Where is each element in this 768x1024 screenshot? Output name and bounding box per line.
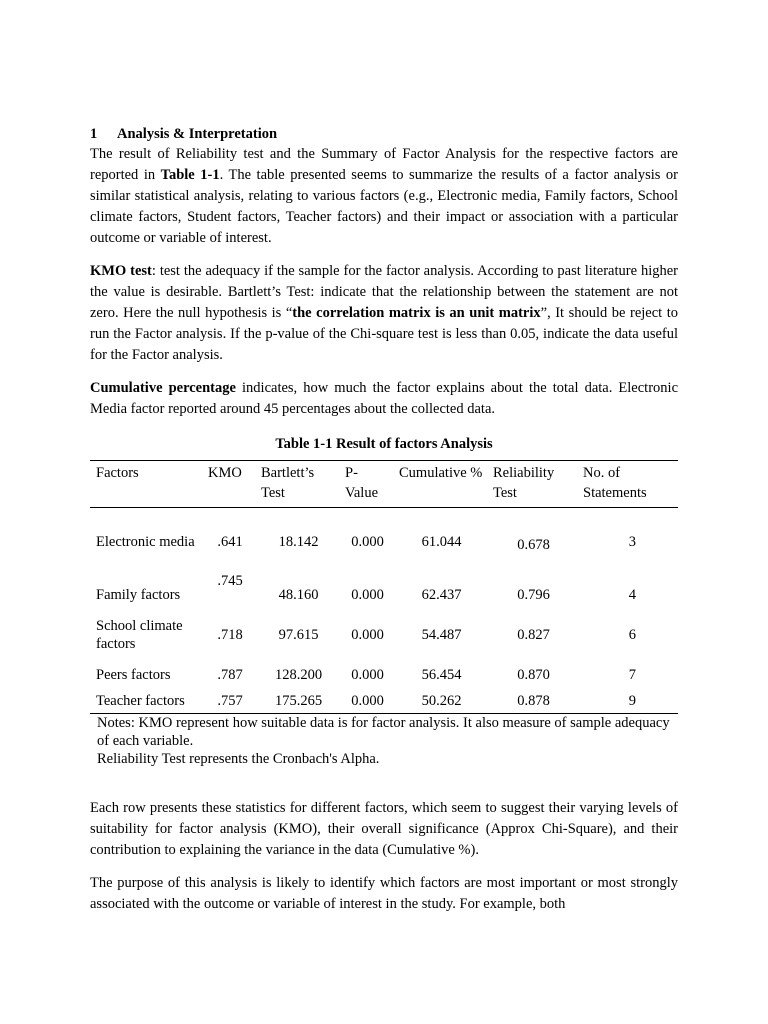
cell-pvalue: 0.000 — [351, 626, 384, 643]
paragraph-rows: Each row presents these statistics for different factors, which seem to suggest their varying levels of suitability for factor analysis (KMO), their overall significance (Approx Chi-Square), and their contribution to explaining the variance in the data (Cumulative %). — [90, 800, 678, 858]
paragraph-kmo: KMO test: test the adequacy if the sample for the factor analysis. According to past literature higher the value is desirable. Bartlett’s Test: indicate that the relationship between the statement are not zero. Here the null hypothesis is “the correlation matrix is an unit matrix”, It should be reject to run the Factor analysis. If the p-value of the Chi-square test is less than 0.05, indicate the data useful for the Factor analysis. — [90, 263, 678, 363]
cell-cumulative: 61.044 — [421, 533, 462, 550]
table-note: Notes: KMO represent how suitable data is for factor analysis. It also measure of sample adequacy of each variable. — [97, 715, 670, 749]
cell-statements: 3 — [628, 533, 636, 550]
section-title: Analysis & Interpretation — [117, 126, 278, 142]
cell-factor: Family factors — [96, 586, 181, 603]
paragraph-intro: The result of Reliability test and the Summary of Factor Analysis for the respective factors are reported in Table 1-1. The table presented seems to summarize the results of a factor analysis or similar statistical analysis, relating to various factors (e.g., Electronic media, Family factors, School climate factors, Student factors, Teacher factors) and their impact or association with a particular outcome or variable of interest. — [90, 146, 678, 246]
header-pvalue: P-Value — [339, 461, 393, 508]
header-cumulative: Cumulative % — [393, 461, 487, 508]
cell-pvalue: 0.000 — [351, 666, 384, 683]
table-row — [90, 508, 678, 566]
table-reference: Table 1-1 — [160, 167, 220, 183]
table-row — [90, 610, 678, 660]
header-reliability: Reliability Test — [487, 461, 577, 508]
cell-cumulative: 54.487 — [421, 626, 462, 643]
factors-table — [90, 460, 678, 714]
cell-reliability: 0.827 — [517, 626, 550, 643]
paragraph-purpose: The purpose of this analysis is likely to identify which factors are most important or most strongly associated with the outcome or variable of interest in the study. For example, both — [90, 875, 678, 912]
cell-statements: 9 — [577, 690, 678, 714]
cell-kmo: .787 — [217, 666, 243, 683]
cell-factor: Peers factors — [96, 666, 171, 683]
table-row — [90, 660, 678, 690]
table-notes — [90, 714, 678, 768]
cell-kmo: .641 — [217, 533, 243, 550]
cell-statements: 4 — [628, 586, 636, 603]
cell-bartlett: 128.200 — [274, 666, 323, 683]
cell-reliability: 0.796 — [517, 586, 550, 603]
cell-kmo: .757 — [202, 690, 255, 714]
section-number: 1 — [90, 126, 98, 142]
cell-kmo: .745 — [217, 572, 243, 589]
cell-factor: Electronic media — [96, 533, 195, 550]
paragraph-cumulative: Cumulative percentage indicates, how much the factor explains about the total data. Electronic Media factor reported around 45 percentages about the collected data. — [90, 380, 678, 417]
cell-pvalue: 0.000 — [351, 533, 384, 550]
cell-bartlett: 97.615 — [278, 626, 319, 643]
table-row — [90, 690, 678, 714]
cell-cumulative: 50.262 — [393, 690, 487, 714]
header-kmo: KMO — [202, 461, 255, 508]
cell-pvalue: 0.000 — [351, 586, 384, 603]
document-page — [90, 124, 678, 915]
header-bartlett: Bartlett’s Test — [255, 461, 339, 508]
cell-statements: 6 — [628, 626, 636, 643]
cell-bartlett: 18.142 — [278, 533, 319, 550]
header-statements: No. of Statements — [577, 461, 678, 508]
cell-reliability: 0.878 — [487, 690, 577, 714]
cell-cumulative: 56.454 — [421, 666, 462, 683]
section-heading — [90, 124, 678, 144]
null-hypothesis: the correlation matrix is an unit matrix — [292, 305, 541, 321]
cell-kmo: .718 — [217, 626, 243, 643]
cell-bartlett: 175.265 — [255, 690, 339, 714]
table-caption: Table 1-1 Result of factors Analysis — [275, 436, 493, 452]
header-factors: Factors — [90, 461, 202, 508]
cell-factor: Teacher factors — [90, 690, 202, 714]
cell-reliability: 0.870 — [517, 666, 550, 683]
cell-pvalue: 0.000 — [339, 690, 393, 714]
cell-reliability: 0.678 — [517, 536, 550, 553]
table-row — [90, 566, 678, 610]
cumulative-term: Cumulative percentage — [90, 380, 236, 396]
cell-statements: 7 — [628, 666, 636, 683]
cell-cumulative: 62.437 — [421, 586, 462, 603]
cell-factor: School climate factors — [96, 617, 183, 652]
table-note: Reliability Test represents the Cronbach's Alpha. — [97, 751, 380, 767]
cell-bartlett: 48.160 — [278, 586, 319, 603]
kmo-term: KMO test — [90, 263, 152, 279]
table-header-row — [90, 461, 678, 508]
